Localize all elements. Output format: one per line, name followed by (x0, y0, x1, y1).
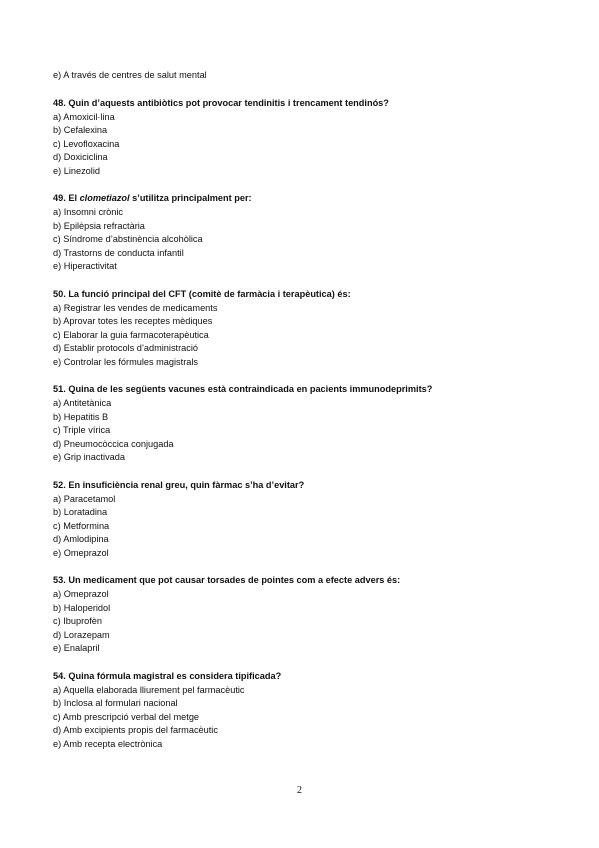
question-text: 51. Quina de les següents vacunes està contraindicada en pacients immunodeprimits? (53, 384, 433, 394)
question-text: 50. La funció principal del CFT (comitè de farmàcia i terapèutica) és: (53, 288, 351, 299)
option-d: d) Amb excipients propis del farmacèutic (53, 725, 218, 735)
question-text: 48. Quin d’aquests antibiòtics pot provocar tendinitis i trencament tendinós? (53, 97, 389, 108)
option-c: c) Triple vírica (53, 425, 111, 435)
question-48 (53, 97, 553, 179)
option-d: d) Trastorns de conducta infantil (53, 247, 184, 258)
question-52 (53, 479, 553, 561)
option-e: e) Omeprazol (53, 547, 109, 558)
option-a: a) Amoxicil·lina (53, 111, 115, 122)
option-a: a) Insomni crònic (53, 207, 123, 217)
option-b: b) Cefalexina (53, 125, 108, 135)
option-e: e) Controlar les fórmules magistrals (53, 356, 199, 367)
option-e: e) Linezolid (53, 165, 100, 176)
option-c: c) Levofloxacina (53, 138, 120, 149)
option-a: a) Omeprazol (53, 589, 109, 599)
option-b: b) Epilèpsia refractària (53, 220, 145, 231)
question-51 (53, 383, 553, 465)
option-e: e) Grip inactivada (53, 452, 126, 462)
option-a: a) Registrar les vendes de medicaments (53, 302, 218, 313)
option-b: b) Inclosa al formulari nacional (53, 698, 178, 708)
option-c: c) Síndrome d’abstinència alcohòlica (53, 234, 203, 244)
question-53 (53, 574, 553, 656)
page-number: 2 (297, 785, 302, 796)
document-body (53, 69, 553, 751)
option-c: c) Ibuprofèn (53, 616, 103, 626)
option-b: b) Aprovar totes les receptes mèdiques (53, 316, 213, 326)
question-text: 52. En insuficiència renal greu, quin fàrmac s’ha d’evitar? (53, 479, 305, 490)
question-text-end: s’utilitza principalment per: (129, 193, 252, 203)
option-b: b) Hepatitis B (53, 411, 109, 422)
option-a: a) Aquella elaborada lliurement pel farmacèutic (53, 684, 245, 695)
option-d: d) Establir protocols d’administració (53, 343, 199, 353)
option-d: d) Doxiciclina (53, 152, 108, 162)
question-text (53, 192, 553, 206)
option-c: c) Elaborar la guia farmacoterapèutica (53, 329, 209, 340)
option-a: a) Antitetànica (53, 398, 112, 408)
option-c: c) Amb prescripció verbal del metge (53, 711, 200, 722)
option-d: d) Lorazepam (53, 629, 110, 640)
option-b: b) Haloperidol (53, 602, 111, 613)
option-c: c) Metformina (53, 520, 110, 531)
option-e: e) Hiperactivitat (53, 261, 117, 271)
question-text: 54. Quina fórmula magistral es considera tipificada? (53, 670, 282, 681)
question-49 (53, 192, 553, 274)
previous-question-option: e) A través de centres de salut mental (53, 70, 207, 80)
question-54 (53, 670, 553, 752)
question-50 (53, 288, 553, 370)
option-e: e) Enalapril (53, 643, 100, 653)
option-d: d) Pneumocòccica conjugada (53, 438, 174, 449)
option-a: a) Paracetamol (53, 493, 116, 504)
drug-name-italic: clometiazol (79, 193, 130, 203)
question-text: 53. Un medicament que pot causar torsades de pointes com a efecte advers és: (53, 575, 401, 585)
question-text-start: 49. El (53, 193, 80, 203)
option-d: d) Amlodipina (53, 534, 109, 544)
option-b: b) Loratadina (53, 507, 108, 517)
option-e: e) Amb recepta electrònica (53, 738, 163, 749)
